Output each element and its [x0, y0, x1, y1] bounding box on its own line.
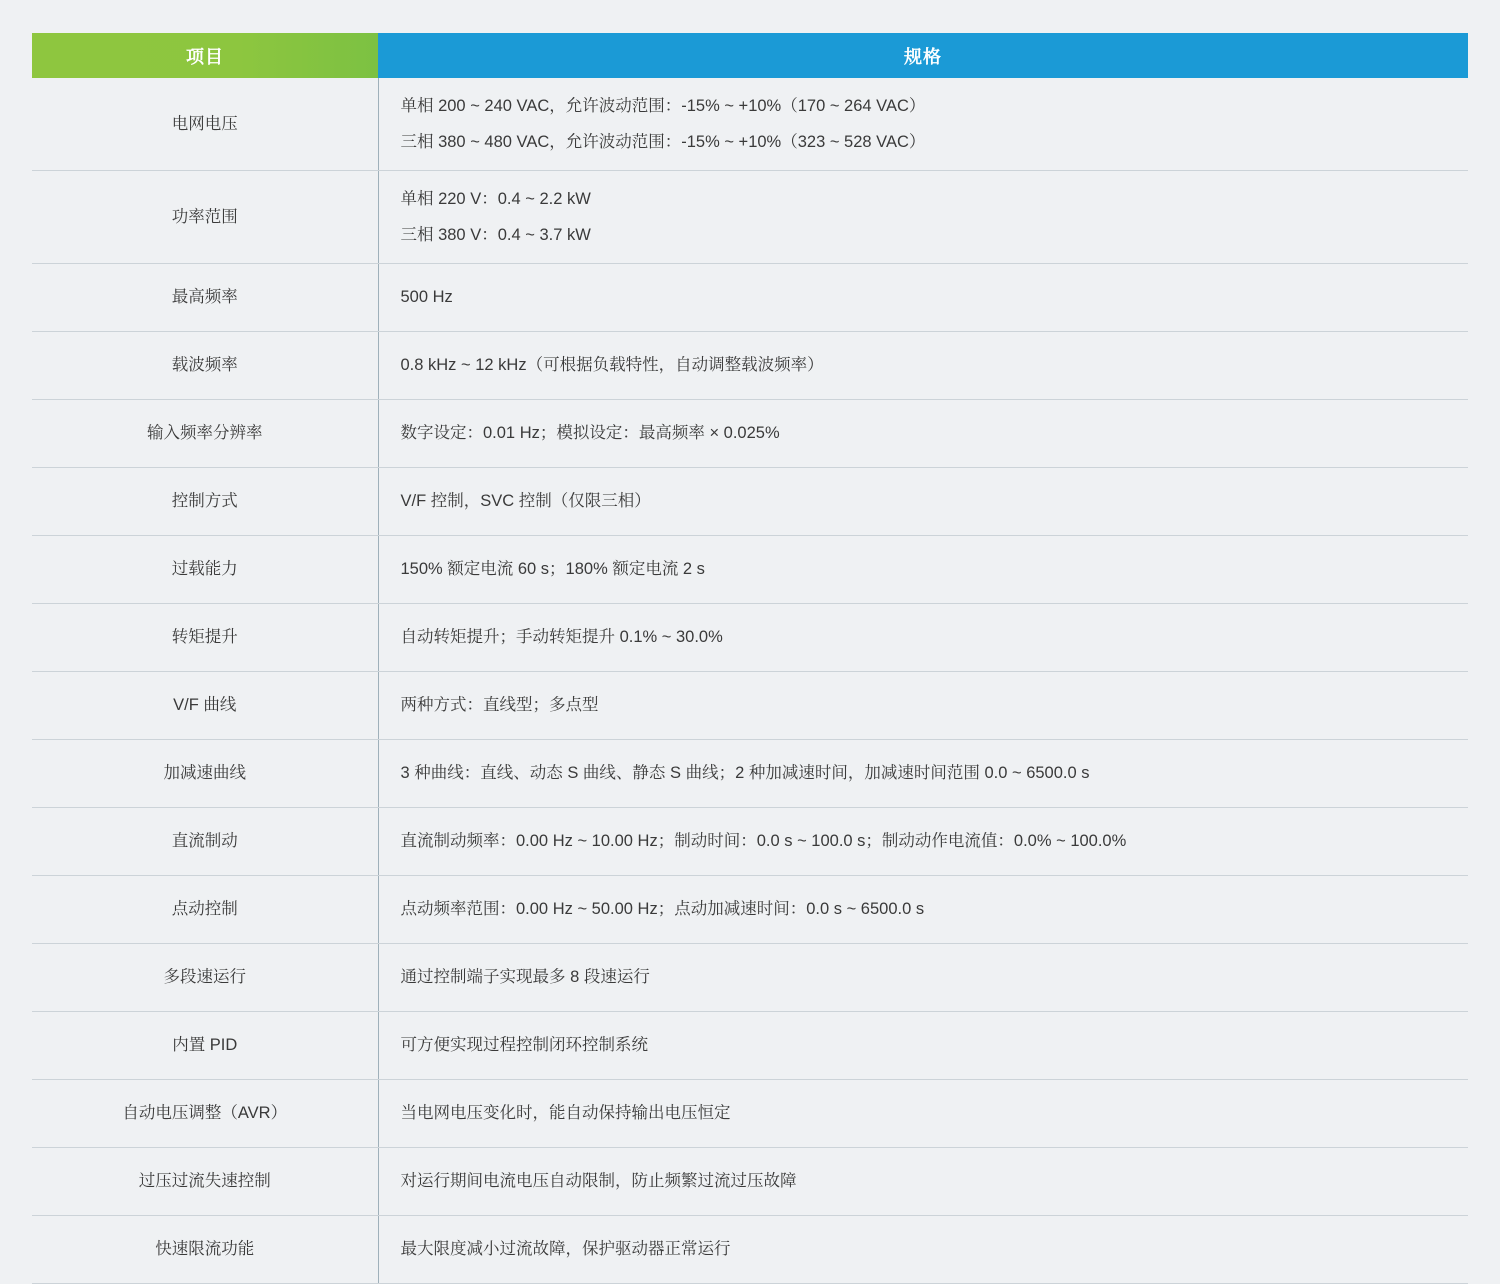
spec-line: 150% 额定电流 60 s；180% 额定电流 2 s — [400, 560, 705, 579]
spec-line: 500 Hz — [400, 288, 453, 307]
row-item-label: 载波频率 — [32, 332, 378, 400]
row-spec-value — [378, 264, 1468, 332]
column-header-item: 项目 — [32, 33, 378, 78]
column-header-spec: 规格 — [378, 33, 1468, 78]
row-item-label: 输入频率分辨率 — [32, 400, 378, 468]
row-item-label: 控制方式 — [32, 468, 378, 536]
spec-line: 单相 220 V：0.4 ~ 2.2 kW — [400, 189, 591, 208]
table-header — [32, 33, 1468, 78]
table-row — [32, 604, 1468, 672]
table-row — [32, 808, 1468, 876]
table-row — [32, 468, 1468, 536]
table-row — [32, 1216, 1468, 1284]
table-header-row — [32, 33, 1468, 78]
row-item-label: 内置 PID — [32, 1012, 378, 1080]
spec-line: 可方便实现过程控制闭环控制系统 — [400, 1036, 648, 1055]
row-spec-value — [378, 400, 1468, 468]
row-item-label: V/F 曲线 — [32, 672, 378, 740]
spec-line: 三相 380 V：0.4 ~ 3.7 kW — [400, 225, 591, 244]
table-body — [32, 78, 1468, 1284]
table-row — [32, 1080, 1468, 1148]
spec-line: 通过控制端子实现最多 8 段速运行 — [400, 968, 650, 987]
table-row — [32, 876, 1468, 944]
spec-line: 数字设定：0.01 Hz；模拟设定：最高频率 × 0.025% — [400, 424, 780, 443]
spec-line: 直流制动频率：0.00 Hz ~ 10.00 Hz；制动时间：0.0 s ~ 100.0 s；制动动作电流值：0.0% ~ 100.0% — [400, 832, 1127, 851]
table-row — [32, 536, 1468, 604]
row-spec-value — [378, 672, 1468, 740]
spec-line: 单相 200 ~ 240 VAC，允许波动范围：-15% ~ +10%（170 ~ 264 VAC） — [400, 96, 926, 115]
row-item-label: 加减速曲线 — [32, 740, 378, 808]
specification-sheet — [32, 33, 1468, 1284]
row-spec-value — [378, 332, 1468, 400]
row-item-label: 快速限流功能 — [32, 1216, 378, 1284]
table-row — [32, 78, 1468, 171]
spec-line: 两种方式：直线型；多点型 — [400, 696, 599, 715]
spec-line: 对运行期间电流电压自动限制，防止频繁过流过压故障 — [400, 1172, 797, 1191]
table-row — [32, 264, 1468, 332]
row-spec-value — [378, 876, 1468, 944]
row-spec-value — [378, 604, 1468, 672]
spec-line: 三相 380 ~ 480 VAC，允许波动范围：-15% ~ +10%（323 ~ 528 VAC） — [400, 132, 926, 151]
table-row — [32, 1012, 1468, 1080]
table-row — [32, 332, 1468, 400]
table-row — [32, 400, 1468, 468]
table-row — [32, 1148, 1468, 1216]
row-item-label: 过压过流失速控制 — [32, 1148, 378, 1216]
table-row — [32, 944, 1468, 1012]
row-item-label: 直流制动 — [32, 808, 378, 876]
row-item-label: 功率范围 — [32, 171, 378, 264]
row-item-label: 自动电压调整（AVR） — [32, 1080, 378, 1148]
row-item-label: 过载能力 — [32, 536, 378, 604]
table-row — [32, 740, 1468, 808]
row-spec-value — [378, 468, 1468, 536]
row-item-label: 最高频率 — [32, 264, 378, 332]
row-spec-value — [378, 536, 1468, 604]
spec-line: 3 种曲线：直线、动态 S 曲线、静态 S 曲线；2 种加减速时间，加减速时间范围 0.0 ~ 6500.0 s — [400, 764, 1090, 783]
row-spec-value — [378, 171, 1468, 264]
row-item-label: 点动控制 — [32, 876, 378, 944]
spec-line: 最大限度减小过流故障，保护驱动器正常运行 — [400, 1240, 731, 1259]
row-spec-value — [378, 1216, 1468, 1284]
spec-line: 自动转矩提升；手动转矩提升 0.1% ~ 30.0% — [400, 628, 723, 647]
row-spec-value — [378, 78, 1468, 171]
row-spec-value — [378, 808, 1468, 876]
spec-line: V/F 控制，SVC 控制（仅限三相） — [400, 492, 651, 511]
row-spec-value — [378, 1080, 1468, 1148]
spec-line: 点动频率范围：0.00 Hz ~ 50.00 Hz；点动加减速时间：0.0 s ~ 6500.0 s — [400, 900, 925, 919]
row-spec-value — [378, 944, 1468, 1012]
row-spec-value — [378, 740, 1468, 808]
row-item-label: 多段速运行 — [32, 944, 378, 1012]
specification-table — [32, 33, 1468, 1284]
row-item-label: 电网电压 — [32, 78, 378, 171]
row-spec-value — [378, 1148, 1468, 1216]
row-spec-value — [378, 1012, 1468, 1080]
table-row — [32, 672, 1468, 740]
spec-line: 当电网电压变化时，能自动保持输出电压恒定 — [400, 1104, 731, 1123]
spec-line: 0.8 kHz ~ 12 kHz（可根据负载特性，自动调整载波频率） — [400, 356, 824, 375]
table-row — [32, 171, 1468, 264]
row-item-label: 转矩提升 — [32, 604, 378, 672]
